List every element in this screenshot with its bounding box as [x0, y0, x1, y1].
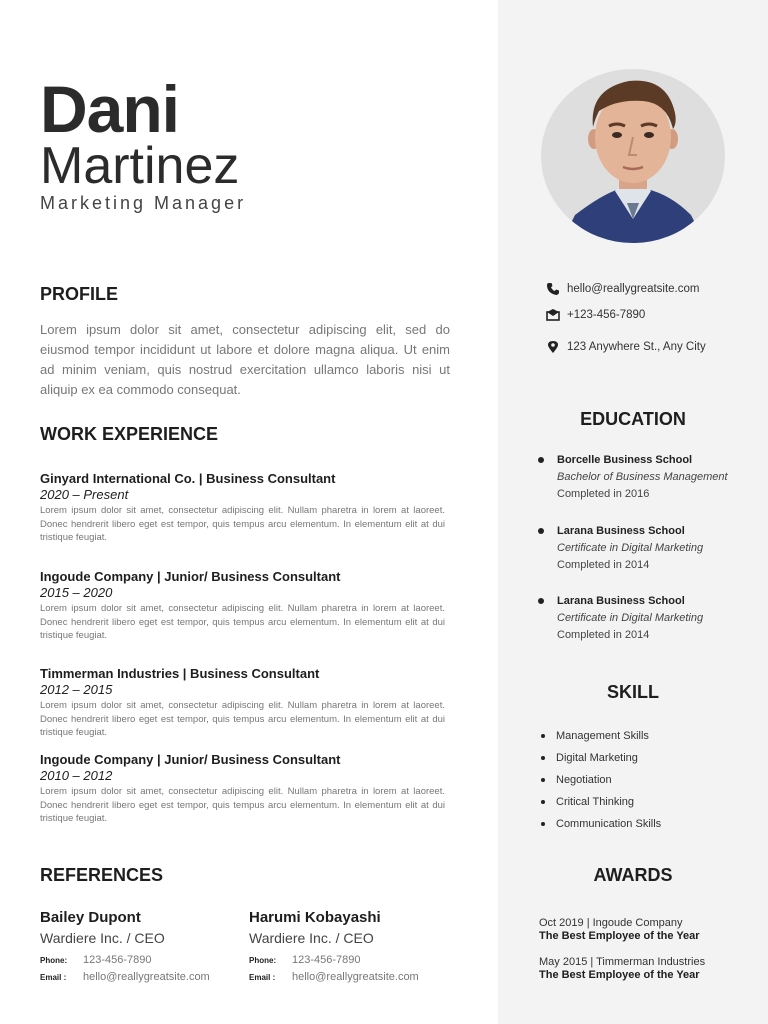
award-entry: [539, 956, 764, 982]
education-degree: Certificate in Digital Marketing: [557, 612, 704, 624]
education-entry: [538, 593, 758, 644]
phone-label: Phone:: [249, 956, 277, 965]
award-title: The Best Employee of the Year: [539, 969, 700, 981]
job-entry-title: Timmerman Industries | Business Consultant: [40, 666, 320, 681]
contact-address: 123 Anywhere St., Any City: [567, 341, 706, 353]
contact-phone-row: [546, 308, 645, 322]
portrait-illustration: [541, 69, 725, 243]
first-name: Dani: [40, 72, 180, 146]
reference-email-row: [40, 969, 245, 986]
award-date: May 2015 | Timmerman Industries: [539, 956, 706, 968]
education-degree: Bachelor of Business Management: [557, 471, 728, 483]
reference-phone: 123-456-7890: [292, 954, 361, 966]
job-entry-dates: 2020 – Present: [40, 487, 129, 502]
education-degree: Certificate in Digital Marketing: [557, 542, 704, 554]
envelope-icon: [546, 308, 562, 322]
education-year: Completed in 2016: [557, 488, 650, 500]
references-heading: REFERENCES: [40, 865, 164, 885]
education-year: Completed in 2014: [557, 629, 650, 641]
reference-email: hello@reallygreatsite.com: [292, 971, 419, 983]
work-experience-heading: WORK EXPERIENCE: [40, 424, 219, 444]
reference-entry: [40, 908, 245, 986]
job-entry-title: Ingoude Company | Junior/ Business Consultant: [40, 752, 341, 767]
skill-item: [541, 750, 661, 772]
contact-phone: +123-456-7890: [567, 309, 646, 321]
reference-company: Wardiere Inc. / CEO: [249, 930, 374, 946]
skill-item: [541, 816, 661, 838]
award-entry: [539, 917, 764, 943]
job-entry: [40, 470, 445, 545]
profile-heading: PROFILE: [40, 284, 119, 304]
skill-item: [541, 794, 661, 816]
reference-email: hello@reallygreatsite.com: [83, 971, 210, 983]
education-entry: [538, 523, 758, 574]
job-entry-dates: 2015 – 2020: [40, 585, 113, 600]
bullet-dot: [541, 822, 545, 826]
job-entry-title: Ginyard International Co. | Business Consultant: [40, 471, 336, 486]
education-entry: [538, 452, 758, 503]
reference-company: Wardiere Inc. / CEO: [40, 930, 165, 946]
education-school: Borcelle Business School: [557, 454, 693, 466]
job-entry-dates: 2012 – 2015: [40, 682, 113, 697]
job-entry-dates: 2010 – 2012: [40, 768, 113, 783]
skill-label: Critical Thinking: [556, 796, 635, 808]
job-title: Marketing Manager: [40, 193, 247, 213]
bullet-dot: [541, 734, 545, 738]
reference-phone-row: [249, 952, 454, 969]
education-school: Larana Business School: [557, 595, 685, 607]
award-date: Oct 2019 | Ingoude Company: [539, 917, 683, 929]
job-entry: [40, 751, 445, 826]
bullet-dot: [538, 528, 544, 534]
skill-list: [541, 728, 661, 838]
education-heading: EDUCATION: [580, 409, 686, 429]
phone-label: Phone:: [40, 956, 68, 965]
email-label: Email :: [249, 973, 276, 982]
map-pin-icon: [546, 340, 562, 354]
bullet-dot: [538, 598, 544, 604]
reference-name: Bailey Dupont: [40, 909, 141, 926]
profile-photo: [541, 69, 725, 243]
awards-heading: AWARDS: [593, 865, 673, 885]
skill-heading: SKILL: [607, 682, 659, 702]
job-entry-description: Lorem ipsum dolor sit amet, consectetur adipiscing elit. Nullam pharetra in lorem at laoreet. Donec hendrerit libero eget est tempor, quis tempus arcu elementum. In elementum elit at dui tristique feugiat.: [40, 786, 445, 824]
education-school: Larana Business School: [557, 525, 685, 537]
reference-name: Harumi Kobayashi: [249, 909, 381, 926]
education-year: Completed in 2014: [557, 559, 650, 571]
skill-label: Communication Skills: [556, 818, 662, 830]
contact-email-row: [546, 282, 699, 296]
contact-address-row: [546, 340, 706, 354]
skill-label: Management Skills: [556, 730, 649, 742]
contact-email: hello@reallygreatsite.com: [567, 283, 700, 295]
skill-label: Digital Marketing: [556, 752, 638, 764]
job-entry: [40, 665, 445, 740]
bullet-dot: [541, 778, 545, 782]
email-label: Email :: [40, 973, 67, 982]
last-name: Martinez: [40, 137, 240, 195]
bullet-dot: [541, 800, 545, 804]
reference-email-row: [249, 969, 454, 986]
reference-phone-row: [40, 952, 245, 969]
profile-text: Lorem ipsum dolor sit amet, consectetur adipiscing elit, sed do eiusmod tempor incididunt ut labore et dolore magna aliqua. Ut enim ad minim veniam, quis nostrud exercitation ullamco laboris nisi ut aliquip ex ea commodo consequat.: [40, 322, 450, 397]
skill-item: [541, 772, 661, 794]
bullet-dot: [538, 457, 544, 463]
bullet-dot: [541, 756, 545, 760]
job-entry: [40, 568, 445, 643]
job-entry-description: Lorem ipsum dolor sit amet, consectetur adipiscing elit. Nullam pharetra in lorem at laoreet. Donec hendrerit libero eget est tempor, quis tempus arcu elementum. In elementum elit at dui tristique feugiat.: [40, 603, 445, 641]
reference-entry: [249, 908, 454, 986]
reference-phone: 123-456-7890: [83, 954, 152, 966]
skill-label: Negotiation: [556, 774, 612, 786]
award-title: The Best Employee of the Year: [539, 930, 700, 942]
skill-item: [541, 728, 661, 750]
phone-icon: [546, 282, 562, 296]
job-entry-title: Ingoude Company | Junior/ Business Consultant: [40, 569, 341, 584]
job-entry-description: Lorem ipsum dolor sit amet, consectetur adipiscing elit. Nullam pharetra in lorem at laoreet. Donec hendrerit libero eget est tempor, quis tempus arcu elementum. In elementum elit at dui tristique feugiat.: [40, 505, 445, 543]
job-entry-description: Lorem ipsum dolor sit amet, consectetur adipiscing elit. Nullam pharetra in lorem at laoreet. Donec hendrerit libero eget est tempor, quis tempus arcu elementum. In elementum elit at dui tristique feugiat.: [40, 700, 445, 738]
